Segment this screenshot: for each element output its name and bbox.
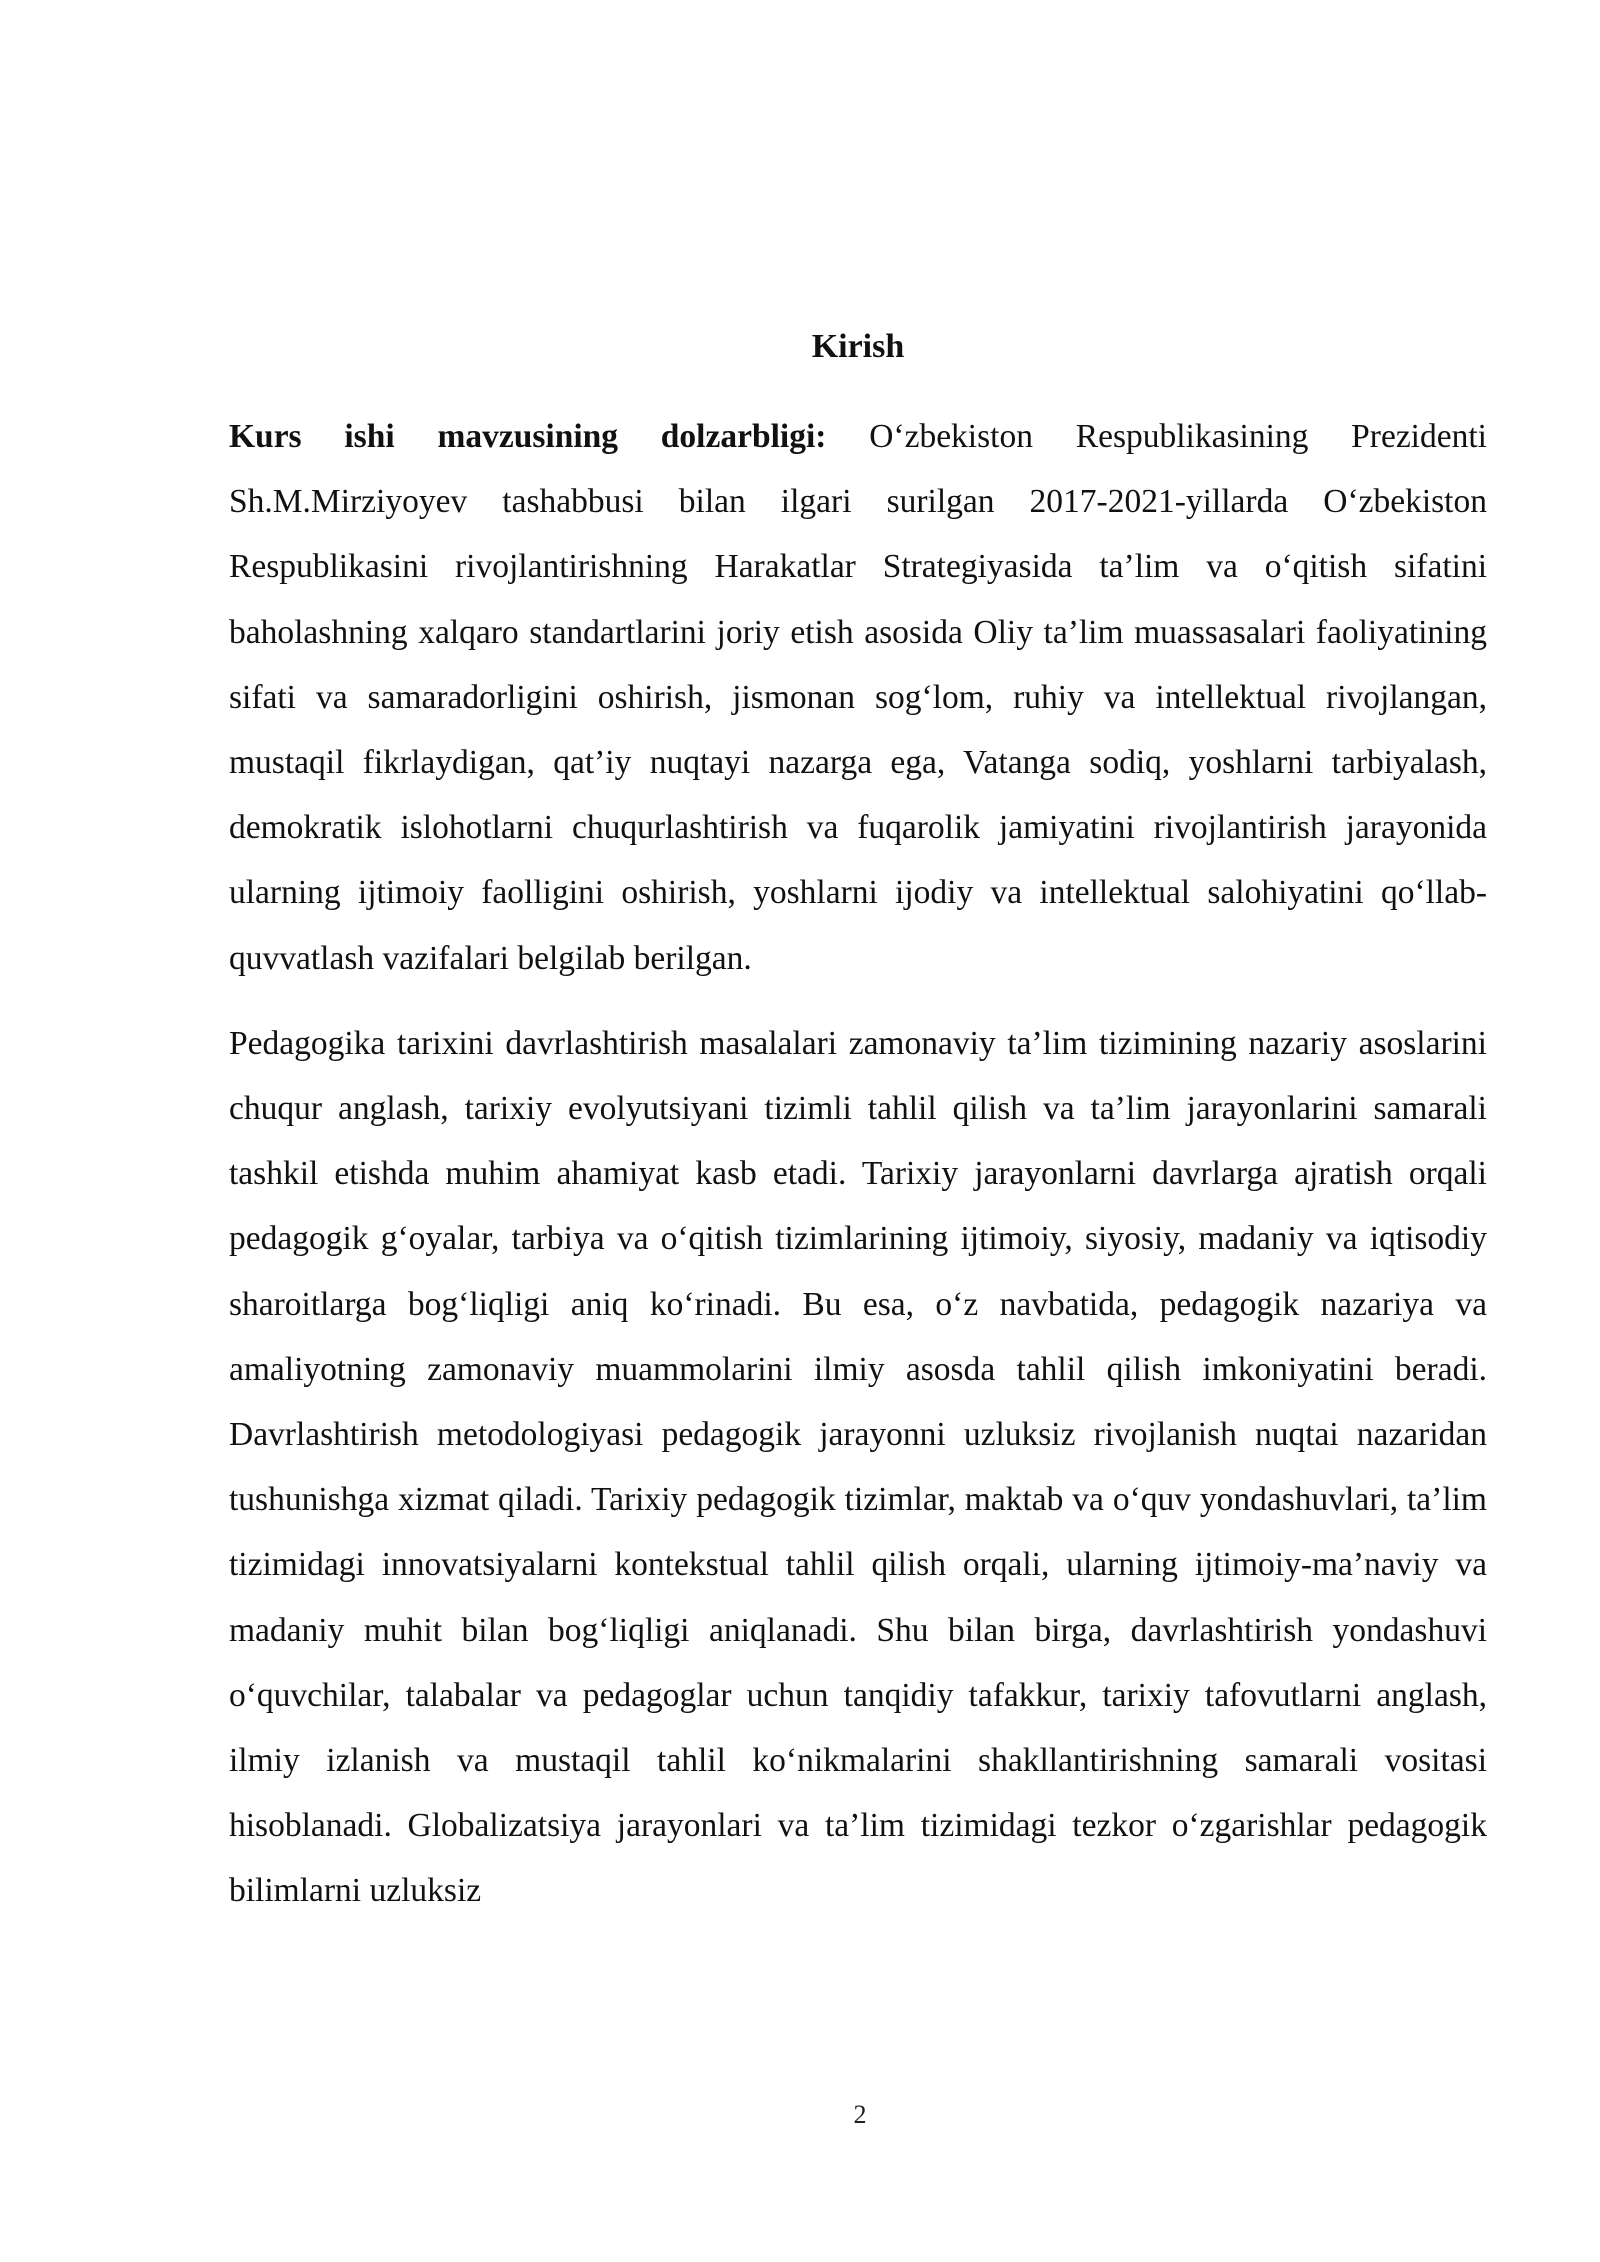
paragraph-periodization: Pedagogika tarixini davrlashtirish masalalari zamonaviy ta’lim tizimining nazariy asoslarini chuqur anglash, tarixiy evolyutsiyani tizimli tahlil qilish va ta’lim jarayonlarini samarali tashkil etishda muhim ahamiyat kasb etadi. Tarixiy jarayonlarni davrlarga ajratish orqali pedagogik g‘oyalar, tarbiya va o‘qitish tizimlarining ijtimoiy, siyosiy, madaniy va iqtisodiy sharoitlarga bog‘liqligi aniq ko‘rinadi. Bu esa, o‘z navbatida, pedagogik nazariya va amaliyotning zamonaviy muammolarini ilmiy asosda tahlil qilish imkoniyatini beradi. Davrlashtirish metodologiyasi pedagogik jarayonni uzluksiz rivojlanish nuqtai nazaridan tushunishga xizmat qiladi. Tarixiy pedagogik tizimlar, maktab va o‘quv yondashuvlari, ta’lim tizimidagi innovatsiyalarni kontekstual tahlil qilish orqali, ularning ijtimoiy-ma’naviy va madaniy muhit bilan bog‘liqligi aniqlanadi. Shu bilan birga, davrlashtirish yondashuvi o‘quvchilar, talabalar va pedagoglar uchun tanqidiy tafakkur, tarixiy tafovutlarni anglash, ilmiy izlanish va mustaqil tahlil ko‘nikmalarini shakllantirishning samarali vositasi hisoblanadi. Globalizatsiya jarayonlari va ta’lim tizimidagi tezkor o‘zgarishlar pedagogik bilimlarni uzluksiz (229, 1024, 1487, 1910)
section-title: Kirish (811, 328, 905, 365)
paragraph-relevance (229, 404, 1487, 991)
page-content (229, 322, 1487, 1924)
paragraph-text: O‘zbekiston Respublikasining Prezidenti Sh.M.Mirziyoyev tashabbusi bilan ilgari surilgan 2017-2021-yillarda O‘zbekiston Respublikasini rivojlantirishning Harakatlar Strategiyasida ta’lim va o‘qitish sifatini baholashning xalqaro standartlarini joriy etish asosida Oliy ta’lim muassasalari faoliyatining sifati va samaradorligini oshirish, jismonan sog‘lom, ruhiy va intellektual rivojlangan, mustaqil fikrlaydigan, qat’iy nuqtayi nazarga ega, Vatanga sodiq, yoshlarni tarbiyalash, demokratik islohotlarni chuqurlashtirish va fuqarolik jamiyatini rivojlantirish jarayonida ularning ijtimoiy faolligini oshirish, yoshlarni ijodiy va intellektual salohiyatini qo‘llab-quvvatlash vazifalari belgilab berilgan. (229, 418, 1487, 977)
paragraph-lead: Kurs ishi mavzusining dolzarbligi: (229, 418, 827, 455)
page-number: 2 (853, 2100, 867, 2129)
